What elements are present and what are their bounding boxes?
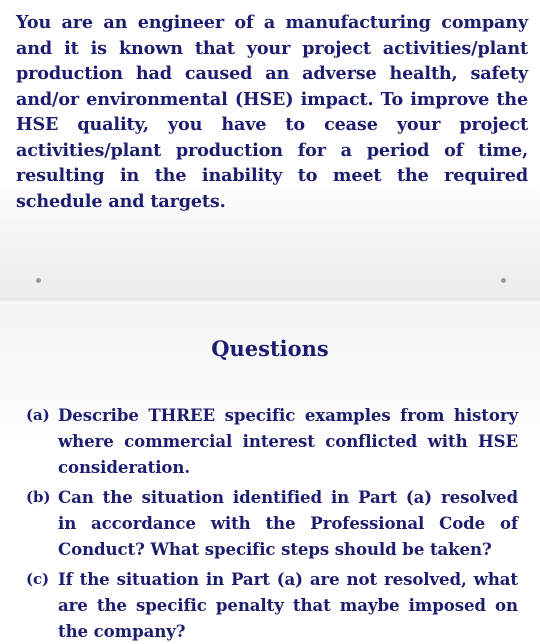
question-item-a [26,402,518,480]
question-list [26,402,518,644]
question-text: Can the situation identified in Part (a) resolved in accordance with the Professional Code of Conduct? What specific steps should be taken? [58,487,518,559]
questions-title: Questions [211,336,329,361]
questions-slide [0,304,540,644]
question-marker: (a) [26,406,50,424]
question-marker: (c) [26,570,50,588]
question-text: If the situation in Part (a) are not resolved, what are the specific penalty that maybe imposed on the company? [58,569,518,641]
question-item-c [26,566,518,644]
question-text: Describe THREE specific examples from history where commercial interest conflicted with HSE consideration. [58,405,518,477]
slide-bullet-dot-left [36,278,41,283]
scenario-slide [0,0,540,300]
slide-bullet-dot-right [501,278,506,283]
scenario-paragraph: You are an engineer of a manufacturing company and it is known that your project activities/plant production had caused an adverse health, safety and/or environmental (HSE) impact. To improve the HSE quality, you have to cease your project activities/plant production for a period of time, resulting in the inability to meet the required schedule and targets. [16,12,528,212]
question-marker: (b) [26,488,51,506]
question-item-b [26,484,518,562]
